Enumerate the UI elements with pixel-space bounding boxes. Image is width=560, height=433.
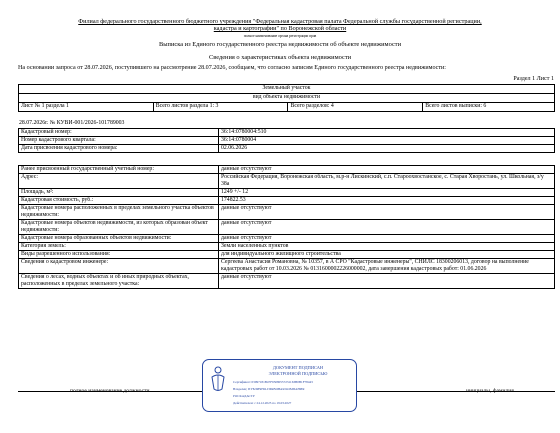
field-label: Сведения о лесах, водных объектах и об иных природных объектах, расположенных в пределах земельного участка: <box>19 274 219 289</box>
name-label: инициалы, фамилия <box>466 388 514 394</box>
characteristic-row <box>19 189 555 197</box>
organization-name-line2: кадастра и картографии" по Воронежской области <box>213 25 347 32</box>
info-title: Сведения о характеристиках объекта недвижимости <box>208 54 352 61</box>
characteristic-row <box>19 166 555 174</box>
field-label: Адрес: <box>19 174 219 189</box>
field-value: данные отсутствуют <box>219 235 555 243</box>
characteristic-row <box>19 235 555 243</box>
characteristic-row <box>19 197 555 205</box>
stamp-owner: Владелец: ПУБЛИЧНО-ПРАВОВАЯ КОМПАНИЯ <box>233 387 305 391</box>
object-type: Земельный участок <box>19 85 555 94</box>
stamp-validity: Действителен: с 24.12.2025 по 19.03.2027 <box>233 401 292 405</box>
ident-row <box>19 145 555 153</box>
field-label: Кадастровая стоимость, руб.: <box>19 197 219 205</box>
object-header-table <box>18 84 555 112</box>
characteristic-row <box>19 205 555 220</box>
field-value: данные отсутствуют <box>219 166 555 174</box>
field-value: Российская Федерация, Воронежская область, м.р-н Лискинский, с.п. Староохвостанское, с. Старая Хворостань, ул. Школьная, з/у 38а <box>219 174 555 189</box>
field-value: данные отсутствуют <box>219 220 555 235</box>
identification-table <box>18 128 555 153</box>
field-value: 1249 +/- 12 <box>219 189 555 197</box>
field-label: Категория земель: <box>19 243 219 251</box>
field-value: данные отсутствуют <box>219 274 555 289</box>
characteristic-row <box>19 274 555 289</box>
ident-row <box>19 129 555 137</box>
field-value: 36:14:0780004 <box>219 137 555 145</box>
characteristic-row <box>19 243 555 251</box>
field-label: Номер кадастрового квартала: <box>19 137 219 145</box>
field-value: 36:14:0780004:510 <box>219 129 555 137</box>
stamp-line1: ДОКУМЕНТ ПОДПИСАН <box>272 365 324 370</box>
field-label: Сведения о кадастровом инженере: <box>19 259 219 274</box>
sheet-number: Лист № 1 раздела 1 <box>19 103 154 112</box>
field-value: 174822.53 <box>219 197 555 205</box>
characteristic-row <box>19 174 555 189</box>
extract-date-number: 28.07.2026г. № КУВИ-001/2026-101789003 <box>19 120 125 126</box>
field-value: Сергеева Анастасия Романовна, № 10357, в А СРО "Кадастровые инженеры", СНИЛС 18300206013, договор на выполнение кадастровых работ от 10.03.2026 № 0131600002226000002, дата завершения кадастровых работ: 01.06.2026 <box>219 259 555 274</box>
characteristic-row <box>19 220 555 235</box>
field-label: Кадастровые номера образованных объектов недвижимости: <box>19 235 219 243</box>
position-label: полное наименование должности <box>70 388 150 394</box>
total-sheets-extract: Всего листов выписки: 6 <box>423 103 555 112</box>
organization-name-line1: Филиал федерального государственного бюджетного учреждения "Федеральная кадастровая палата Федеральной службы государственной регистрации, <box>78 18 482 25</box>
field-value: данные отсутствуют <box>219 205 555 220</box>
field-label: Кадастровые номера расположенных в пределах земельного участка объектов недвижимости: <box>19 205 219 220</box>
stamp-certificate: Сертификат: 03997181B47F95080557231163B0B1F78443 <box>233 380 313 384</box>
field-label: Кадастровый номер: <box>19 129 219 137</box>
field-label: Дата присвоения кадастрового номера: <box>19 145 219 153</box>
extract-title: Выписка из Единого государственного реестра недвижимости об объекте недвижимости <box>158 41 401 48</box>
object-type-note: вид объекта недвижимости <box>19 94 555 103</box>
emblem-icon <box>208 365 228 395</box>
characteristic-row <box>19 259 555 274</box>
field-value: 02.06.2026 <box>219 145 555 153</box>
field-label: Ранее присвоенный государственный учетный номер: <box>19 166 219 174</box>
section-number: Раздел 1 Лист 1 <box>513 76 554 82</box>
field-value: Земли населенных пунктов <box>219 243 555 251</box>
total-sheets-section: Всего листов раздела 1: 3 <box>153 103 288 112</box>
organization-name <box>0 18 560 32</box>
field-label: Площадь, м²: <box>19 189 219 197</box>
request-text: На основании запроса от 28.07.2026, поступившего на рассмотрение 28.07.2026, сообщаем, что согласно записям Единого государственного реестра недвижимости: <box>18 65 446 71</box>
characteristics-table <box>18 165 555 289</box>
field-value: для индивидуального жилищного строительства <box>219 251 555 259</box>
ident-row <box>19 137 555 145</box>
electronic-signature-stamp <box>202 359 357 412</box>
characteristic-row <box>19 251 555 259</box>
total-sections: Всего разделов: 4 <box>288 103 423 112</box>
organization-note: полное наименование органа регистрации прав <box>243 34 317 38</box>
field-label: Виды разрешенного использования: <box>19 251 219 259</box>
field-label: Кадастровые номера объектов недвижимости, из которых образован объект недвижимости: <box>19 220 219 235</box>
stamp-owner2: РОСКАДАСТР <box>233 394 255 398</box>
stamp-line2: ЭЛЕКТРОННОЙ ПОДПИСЬЮ <box>268 371 328 376</box>
